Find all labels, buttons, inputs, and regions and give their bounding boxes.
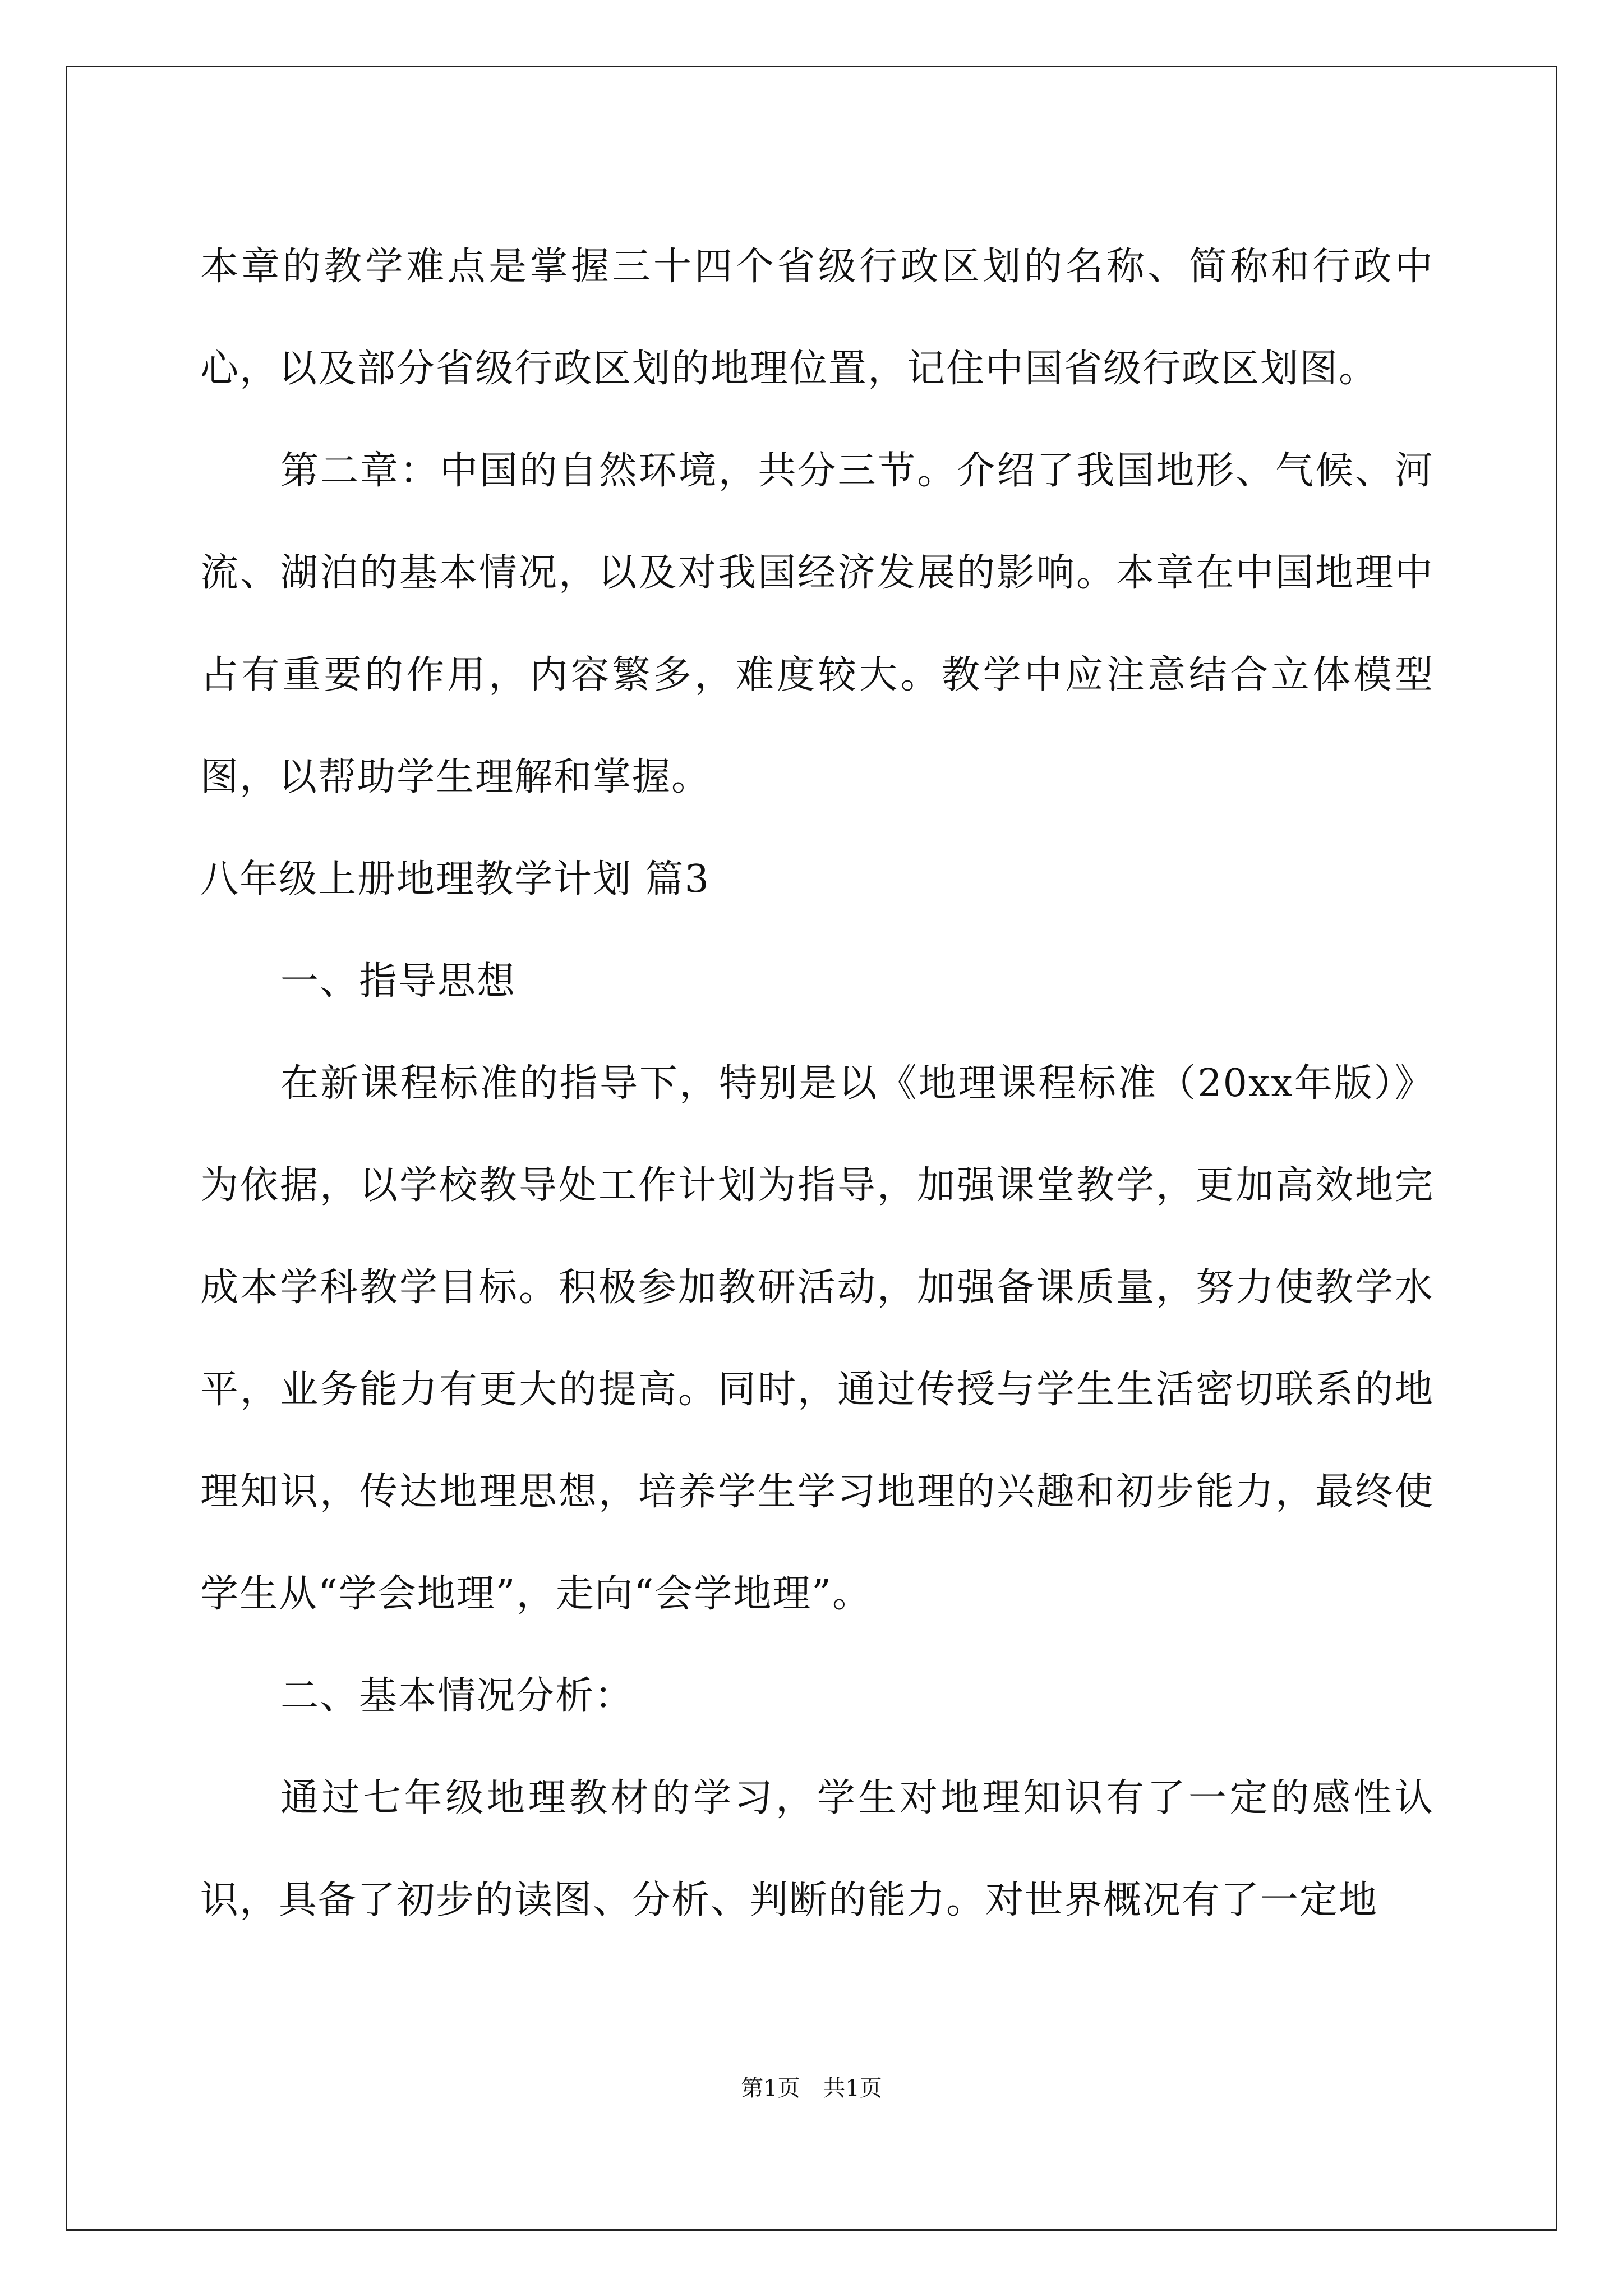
paragraph-difficulty: 本章的教学难点是掌握三十四个省级行政区划的名称、简称和行政中心，以及部分省级行政区划的地理位置，记住中国省级行政区划图。 bbox=[200, 245, 1434, 391]
section-title: 八年级上册地理教学计划 篇3 bbox=[200, 857, 710, 901]
document-body bbox=[200, 216, 1434, 1952]
paragraph-situation-analysis: 通过七年级地理教材的学习，学生对地理知识有了一定的感性认识，具备了初步的读图、分析、判断的能力。对世界概况有了一定地 bbox=[200, 1776, 1434, 1922]
paragraph-chapter-two: 第二章：中国的自然环境，共分三节。介绍了我国地形、气候、河流、湖泊的基本情况，以及对我国经济发展的影响。本章在中国地理中占有重要的作用，内容繁多，难度较大。教学中应注意结合立体模型图，以帮助学生理解和掌握。 bbox=[200, 449, 1434, 799]
page-number: 第1页 bbox=[741, 2076, 800, 2101]
paragraph-guiding-thought: 在新课程标准的指导下，特别是以《地理课程标准（20xx年版）》为依据，以学校教导处工作计划为指导，加强课堂教学，更加高效地完成本学科教学目标。积极参加教研活动，加强备课质量，努力使教学水平，业务能力有更大的提高。同时，通过传授与学生生活密切联系的地理知识，传达地理思想，培养学生学习地理的兴趣和初步能力，最终使学生从“学会地理”，走向“会学地理”。 bbox=[200, 1061, 1434, 1616]
page-total: 共1页 bbox=[823, 2076, 882, 2101]
heading-guiding-thought: 一、指导思想 bbox=[280, 959, 517, 1004]
page-footer bbox=[0, 2074, 1623, 2102]
heading-situation-analysis: 二、基本情况分析： bbox=[280, 1674, 634, 1718]
